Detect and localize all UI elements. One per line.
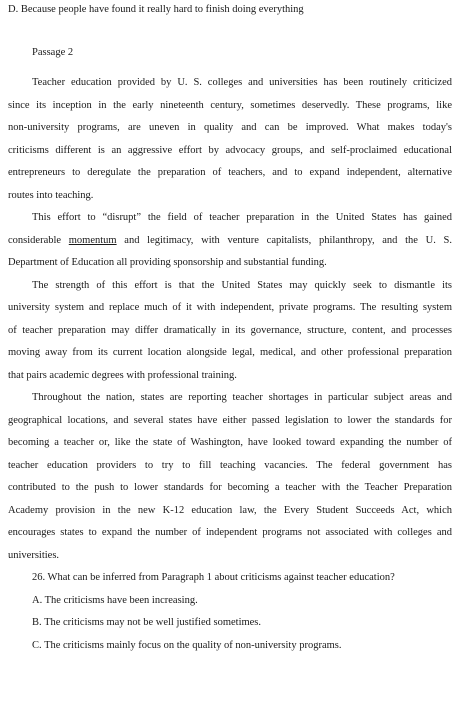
previous-option-d: D. Because people have found it really hard to finish doing everything (8, 4, 304, 15)
p3-line-3: of teacher preparation may differ dramatically in its governance, structure, content, and processes (8, 324, 452, 336)
p4-line-5: contributed to the push to lower standards for becoming a teacher with the Teacher Preparation (8, 482, 452, 493)
p3-line-5: that pairs academic degrees with professional training. (8, 369, 237, 381)
p2-line-2-pre: considerable (8, 234, 69, 246)
p4-line-6: Academy provision in the new K-12 education law, the Every Student Succeeds Act, which (8, 504, 452, 516)
p4-line-2: geographical locations, and several states have either passed legislation to lower the standards for (8, 414, 452, 426)
passage-title: Passage 2 (32, 47, 74, 58)
p4-line-7: encourages states to expand the number of independent programs not associated with colleges and (8, 527, 452, 538)
p4-line-3: becoming a teacher or, like the state of Washington, have looked toward expanding the number of (8, 437, 452, 448)
p4-line-4: teacher education providers to try to fill teaching vacancies. The federal government has (8, 459, 452, 471)
underlined-word-momentum: momentum (68, 234, 117, 246)
p1-line-3: non-university programs, are uneven in quality and can be improved. What makes today's (8, 122, 452, 133)
p1-line-1: Teacher education provided by U. S. colleges and universities has been routinely criticized (32, 77, 452, 88)
p2-line-1: This effort to “disrupt” the field of teacher preparation in the United States has gained (32, 212, 452, 223)
p1-line-6: routes into teaching. (8, 189, 94, 201)
p2-line-2-post: and legitimacy, with venture capitalists, philanthropy, and the U. S. (116, 234, 453, 246)
p1-line-4: criticisms different is an aggressive effort by advocacy groups, and self-proclaimed educational (8, 144, 452, 156)
option-a: A. The criticisms have been increasing. (32, 594, 198, 606)
p1-line-2: since its inception in the early nineteenth century, sometimes deservedly. These programs, like (8, 99, 452, 111)
p2-line-2 (8, 234, 452, 248)
p3-line-2: university system and replace much of it with independent, private programs. The resulting system (8, 302, 452, 313)
option-c: C. The criticisms mainly focus on the quality of non-university programs. (32, 639, 342, 651)
question-26: 26. What can be inferred from Paragraph 1 about criticisms against teacher education? (32, 572, 395, 583)
p1-line-5: entrepreneurs to deregulate the preparation of teachers, and to expand independent, alternative (8, 167, 452, 178)
option-b: B. The criticisms may not be well justified sometimes. (32, 617, 262, 628)
p3-line-1: The strength of this effort is that the United States may quickly seek to dismantle its (32, 279, 452, 291)
p3-line-4: moving away from its current location alongside legal, medical, and other professional preparation (8, 347, 452, 358)
p4-line-1: Throughout the nation, states are reporting teacher shortages in particular subject areas and (32, 392, 452, 403)
p2-line-3: Department of Education all providing sponsorship and substantial funding. (8, 257, 327, 268)
p4-line-8: universities. (8, 549, 60, 561)
